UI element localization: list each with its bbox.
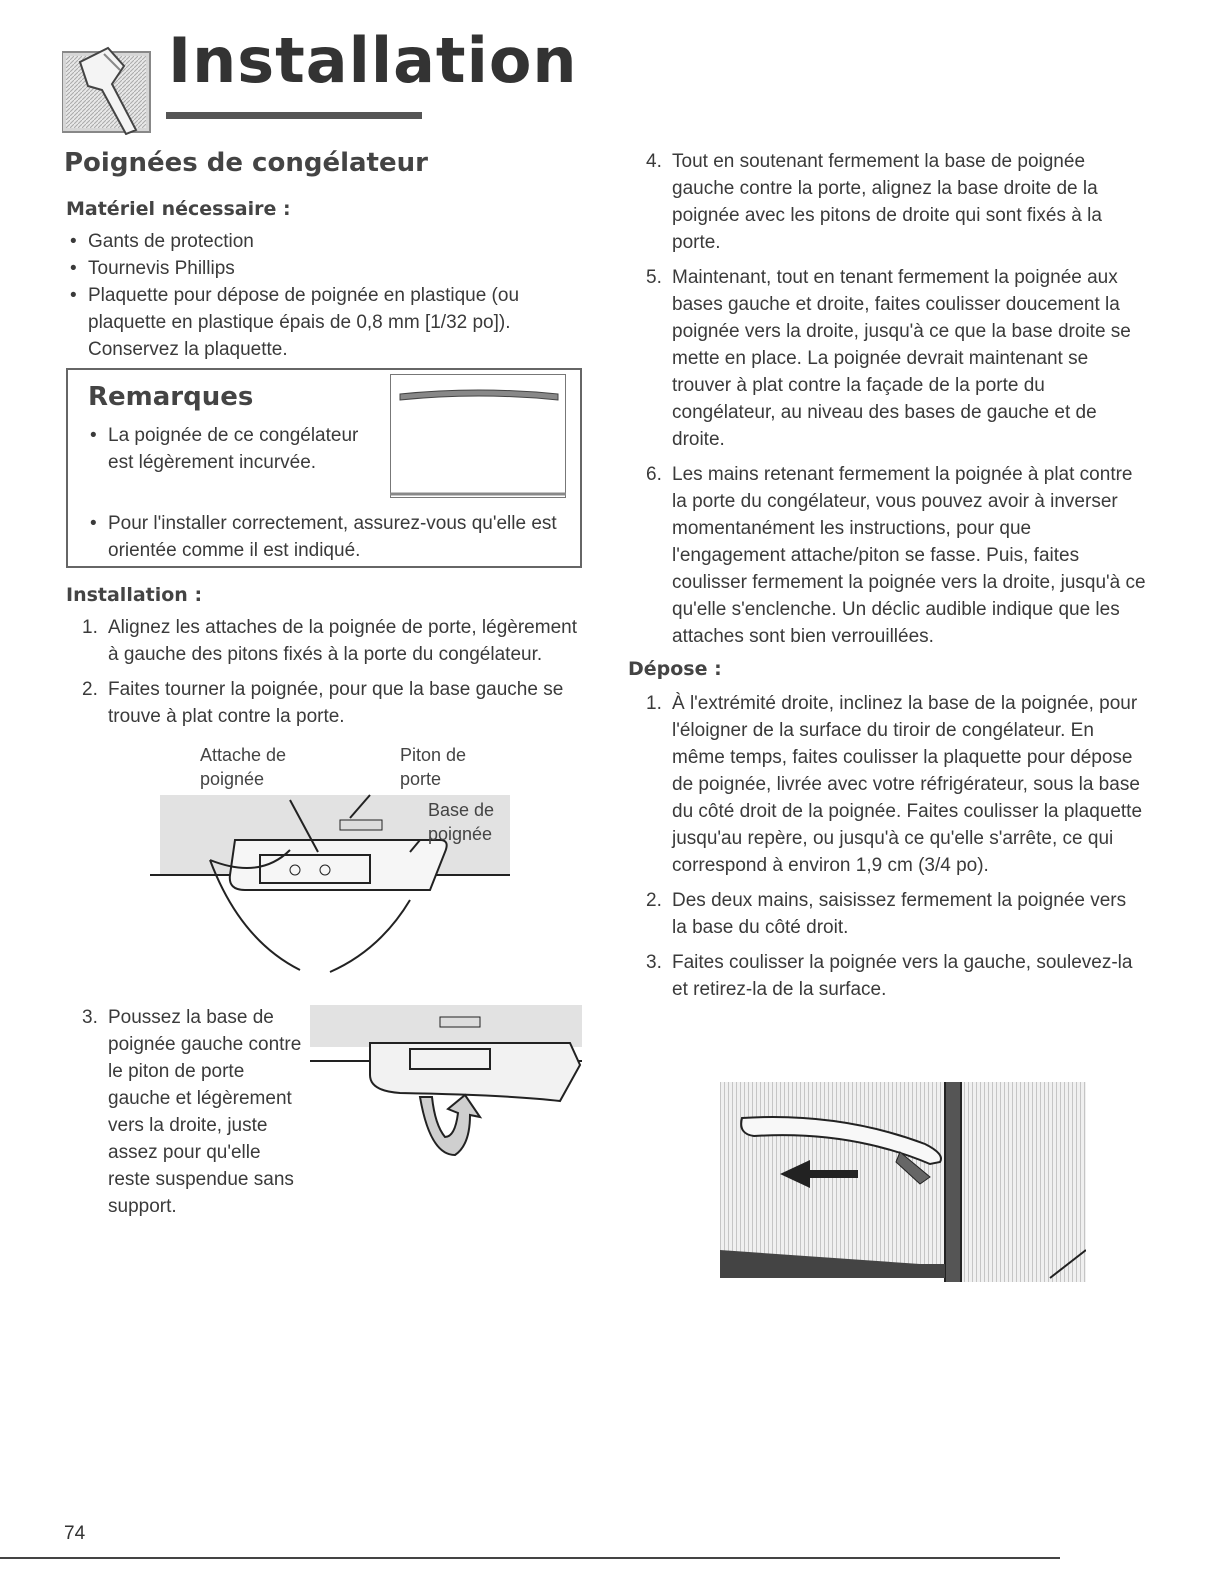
push-handle-diagram [310,1005,582,1165]
list-item: • Gants de protection [70,231,254,252]
depose-steps [646,690,1146,1011]
remarques-item: • La poignée de ce congélateur est légèrement incurvée. [90,425,359,473]
materials-heading: Matériel nécessaire : [66,198,291,220]
step-item: 6. Les mains retenant fermement la poignée à plat contre la porte du congélateur, vous pouvez avoir à inverser momentanément les instructions, pour que l'engagement attache/piton se fasse. Puis, faites coulisser fermement la poignée vers la droite, jusqu'à ce qu'elle s'enclenche. Un déclic audible indique que les attaches sont bien verrouillées. [646,464,1146,647]
page-header-title: Installation [168,24,578,97]
materials-list [66,228,576,363]
remarques-box [66,368,582,568]
remarques-item: • Pour l'installer correctement, assurez-vous qu'elle est orientée comme il est indiqué. [90,513,557,561]
list-item: • Plaquette pour dépose de poignée en plastique (ou plaquette en plastique épais de 0,8 mm [1/32 po]). Conservez la plaquette. [70,285,520,360]
step-item: 5. Maintenant, tout en tenant fermement la poignée aux bases gauche et droite, faites coulisser doucement la poignée vers la droite, jusqu'à ce que la base droite se mette en place. La poignée devrait maintenant se trouver à plat contre la façade de la porte du congélateur, au niveau des bases de gauche et de droite. [646,267,1131,450]
step-item: 2. Faites tourner la poignée, pour que la base gauche se trouve à plat contre la porte. [82,679,564,727]
depose-heading: Dépose : [628,658,722,680]
installation-steps-4-6 [646,148,1146,658]
step-item: 2. Des deux mains, saisissez fermement la poignée vers la base du côté droit. [646,890,1127,938]
step-item: 4. Tout en soutenant fermement la base de poignée gauche contre la porte, alignez la base droite de la poignée avec les pitons de droite qui sont fixés à la porte. [646,151,1102,253]
bottom-rule [0,1557,1060,1559]
step-item: 1. À l'extrémité droite, inclinez la base de la poignée, pour l'éloigner de la surface du tiroir de congélateur. En même temps, faites coulisser la plaquette pour dépose de poignée, livrée avec votre réfrigérateur, sous la base du côté droit de la poignée. Faites coulisser la plaquette jusqu'au repère, ou jusqu'à ce qu'elle s'arrête, ce qui correspond à environ 1,9 cm (3/4 po). [646,693,1143,876]
label-base: Base de poignée [428,800,495,844]
list-item: • Tournevis Phillips [70,258,235,279]
section-title: Poignées de congélateur [64,148,428,178]
handle-curve-illustration [390,374,566,498]
screwdriver-icon [62,40,162,135]
installation-heading: Installation : [66,584,203,606]
page-number: 74 [64,1523,86,1544]
step-item: 3. Poussez la base de poignée gauche contre le piton de porte gauche et légèrement vers la droite, juste assez pour qu'elle reste suspendue sans support. [82,1007,302,1217]
step-item: 3. Faites coulisser la poignée vers la gauche, soulevez-la et retirez-la de la surface. [646,952,1133,1000]
installation-steps-1-2 [82,614,582,738]
remarques-title: Remarques [88,382,254,412]
installation-step-3 [82,1004,307,1228]
label-piton: Piton de porte [400,745,467,789]
label-attache: Attache de poignée [200,745,287,789]
step-item: 1. Alignez les attaches de la poignée de porte, légèrement à gauche des pitons fixés à la porte du congélateur. [82,617,577,665]
header-underline [166,112,422,119]
slide-handle-left-diagram [720,1082,1086,1282]
